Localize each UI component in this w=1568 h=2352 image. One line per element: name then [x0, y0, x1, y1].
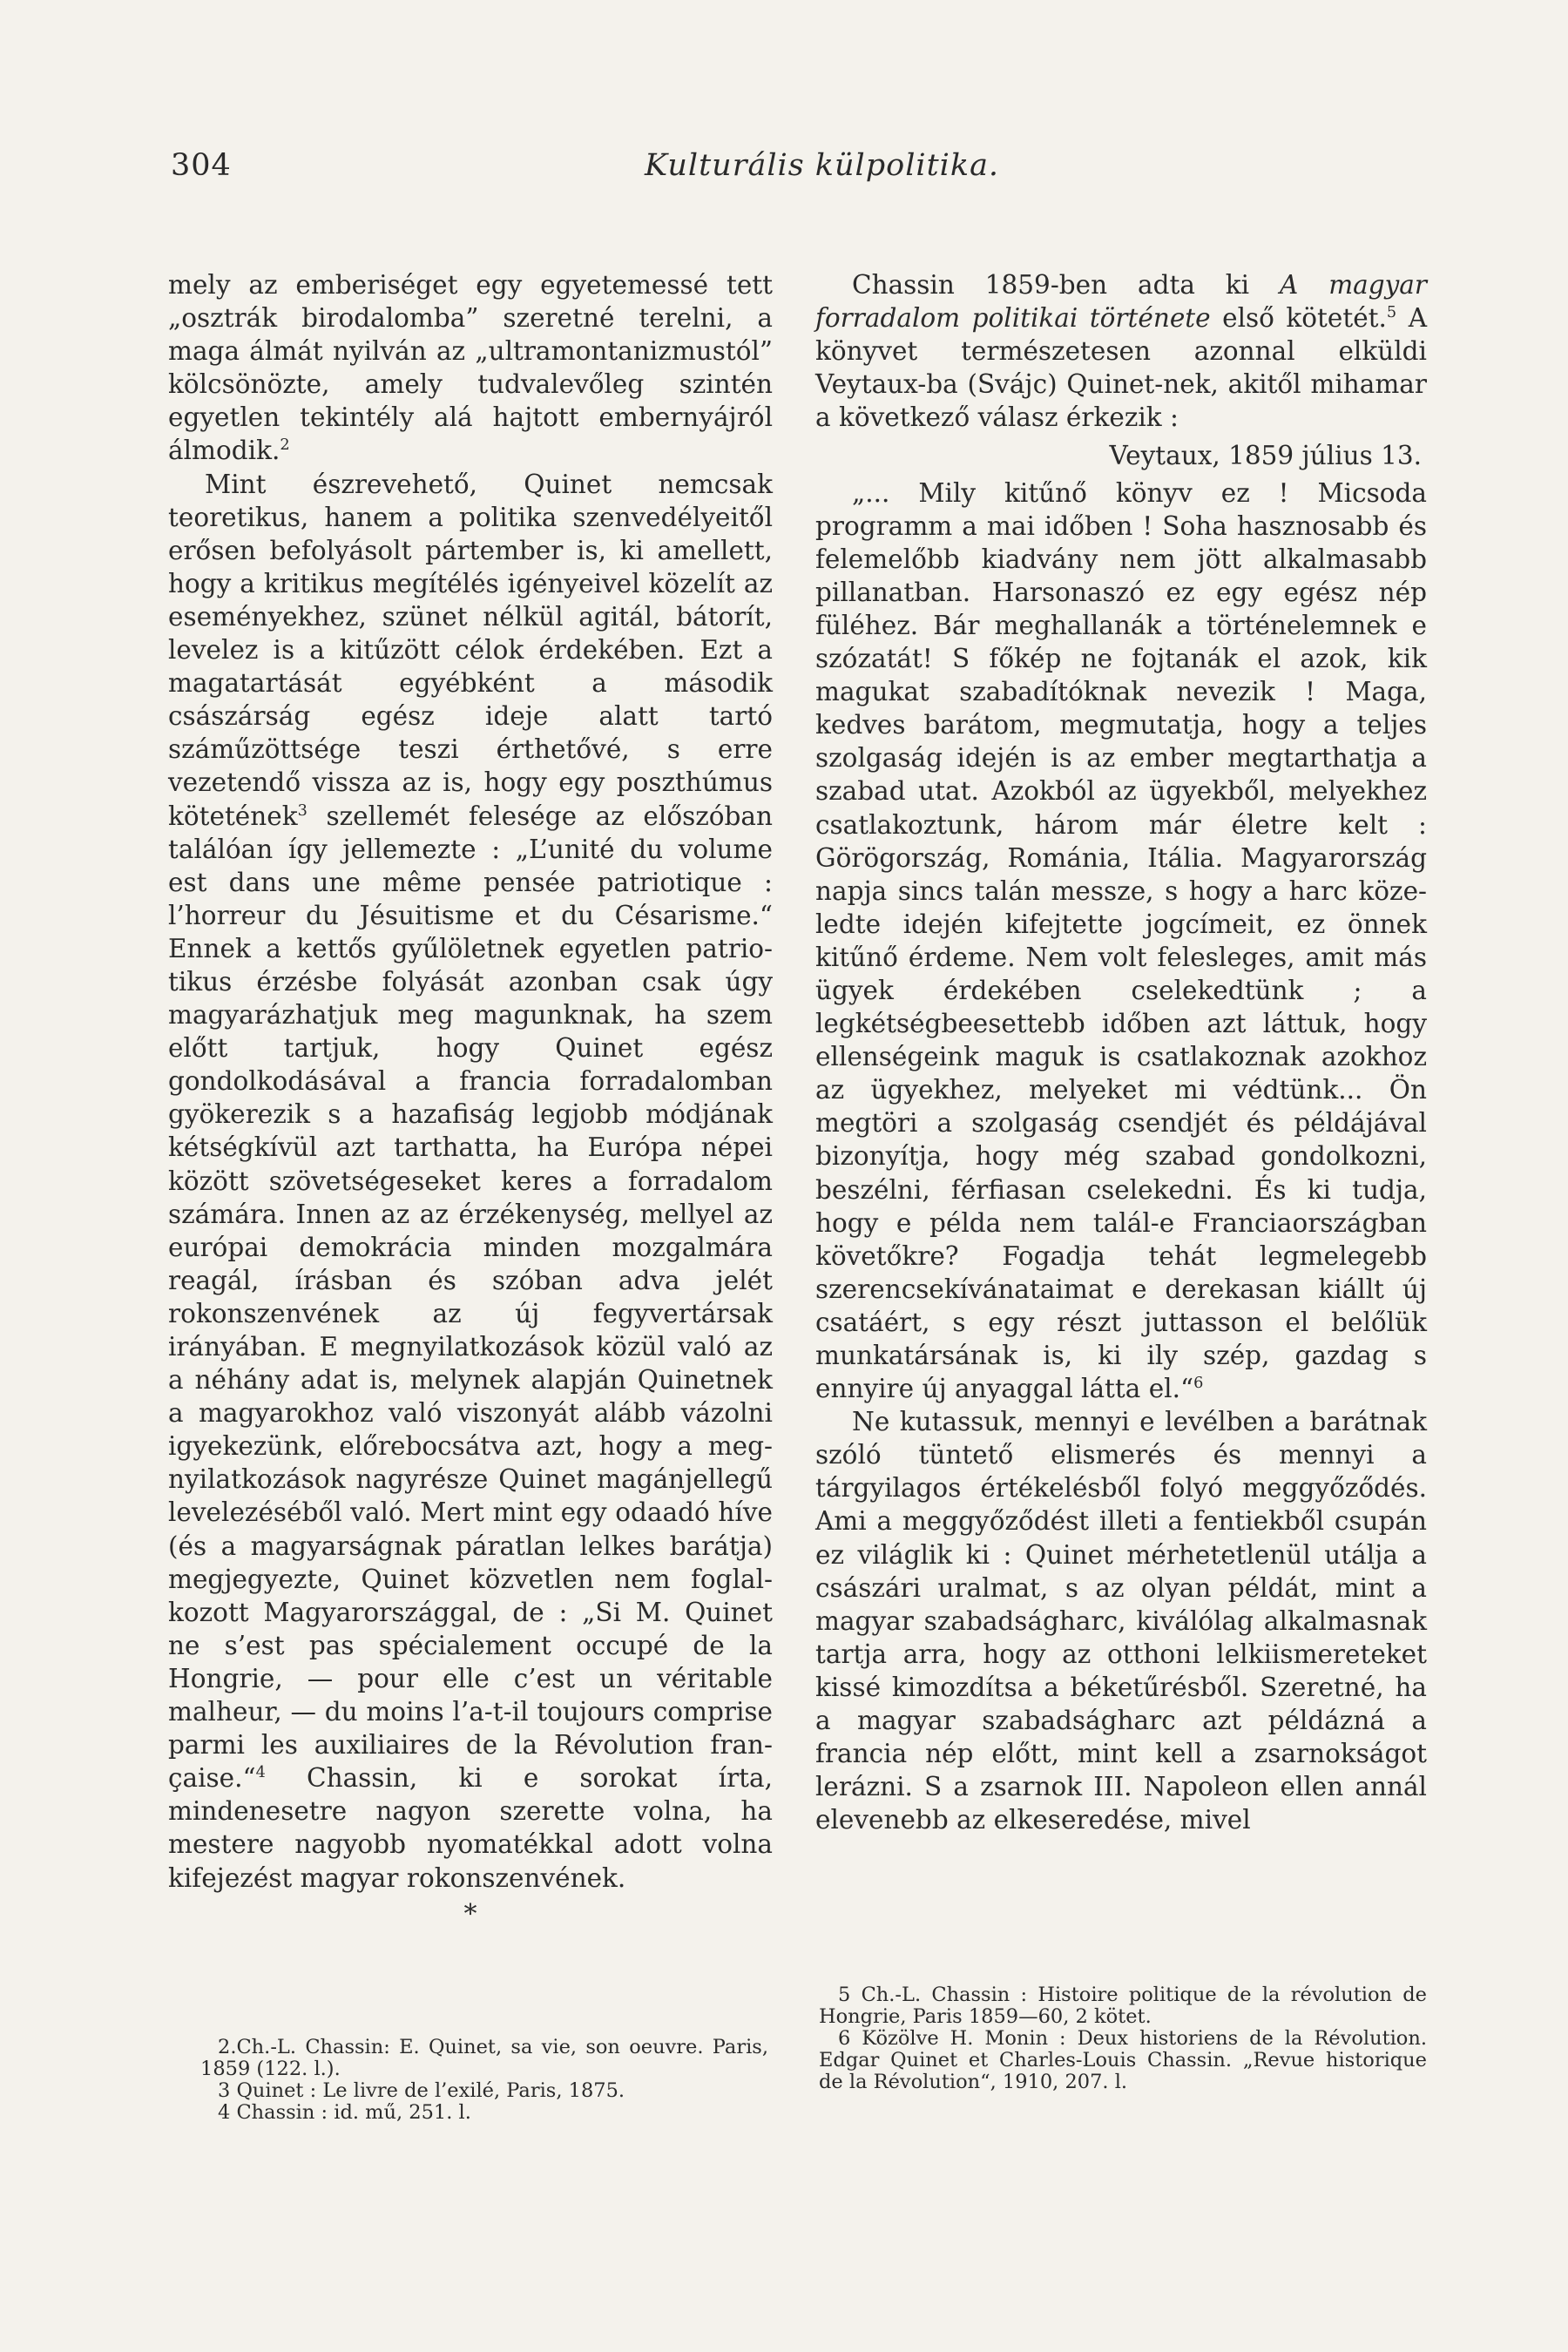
- left-column: [168, 268, 773, 1936]
- right-paragraph-1: [815, 268, 1427, 434]
- footnote-2: 2.Ch.-L. Chassin: E. Quinet, sa vie, son oeuvre. Paris, 1859 (122. l.).: [200, 2036, 768, 2080]
- page-header: [171, 148, 1406, 192]
- right-paragraph-1-text-a: Chassin 1859-ben adta ki: [852, 270, 1281, 300]
- left-paragraph-1: [168, 268, 773, 468]
- footnote-ref-5: 5: [1386, 304, 1397, 322]
- footnote-4: 4 Chassin : id. mű, 251. l.: [218, 2101, 471, 2124]
- left-paragraph-1-text: mely az emberiséget egy egyetemessé tett „osztrák birodalomba” szeretné terelni, a maga álmát nyilván az „ultramontanizmustól” kölcsönözte, amely tudvalevőleg szintén egyetlen tekintély alá hajtott embernyájról álmodik.: [168, 270, 773, 466]
- right-column: [815, 268, 1427, 1836]
- section-separator: *: [463, 1898, 477, 1930]
- left-paragraph-2: [168, 468, 773, 1895]
- left-paragraph-2-text-c: Chassin, ki e sorokat írta, mindenesetre nagyon szerette volna, ha mestere nagyobb nyomatékkal adott volna kifejezést magyar rokonszenvének.: [168, 1763, 773, 1893]
- footnote-5: 5 Ch.-L. Chassin : Histoire politique de la révolution de Hongrie, Paris 1859—60, 2 kötet.: [819, 1984, 1427, 2028]
- footnote-ref-3: 3: [297, 801, 308, 820]
- letter-body-text: „... Mily kitűnő könyv ez ! Micsoda programm a mai időben ! Soha hasznosabb és felemelőbb kiadvány nem jött alkalmasabb pillanatban. Harsonaszó ez egy egész nép füléhez. Bár meghallanák a történelemnek e szózatát! S főkép ne fojtanák el azok, kik magukat szabadítóknak nevezik ! Maga, kedves barátom, megmutatja, hogy a teljes szolgaság idején is az ember megtarthatja a szabad utat. Azokból az ügyekből, melyekhez csatlakoztunk, három már életre kelt : Görögország, Románia, Itália. Magyarország napja sincs talán messze, s hogy a harc közeledte idején kifejtette jogcímeit, ez önnek kitűnő érdeme. Nem volt felesleges, amit más ügyek érdekében cselekedtünk ; a legkétségbeesettebb időben azt láttuk, hogy ellenségeink maguk is csatlakoznak azokhoz az ügyekhez, melyeket mi védtünk... Ön megtöri a szolgaság csendjét és példájával bizonyítja, hogy még szabad gondolkozni, beszélni, férfiasan cselekedni. És ki tudja, hogy e példa nem talál-e Franciaországban követőkre? Fogadja tehát legmelegebb szerencsekívánataimat e derekasan kiállt új csatáért, s egy részt juttasson el belőlük munkatársának is, ki ily szép, gazdag s ennyire új anyaggal látta el.“: [815, 477, 1427, 1404]
- letter-body: [815, 476, 1427, 1406]
- right-paragraph-1-text-b: első kötetét.: [1210, 303, 1387, 334]
- right-paragraph-3: Ne kutassuk, mennyi e levélben a barátnak szóló tüntető elismerés és mennyi a tárgyilagos értékelésből folyó meggyőződés. Ami a meggyőződést illeti a fentiekből csupán ez világlik ki : Quinet mérhetetlenül utálja a császári uralmat, s az olyan példát, mint a magyar szabadságharc, kiválólag alkalmasnak tartja arra, hogy az otthoni lelkiismereteket kissé kimozdítsa a béketűrésből. Szeretné, ha a magyar szabadságharc azt példázná a francia nép előtt, mint kell a zsarnokságot lerázni. S a zsarnok III. Napoleon ellen annál elevenebb az elkeseredése, mivel: [815, 1407, 1427, 1835]
- footnote-3: 3 Quinet : Le livre de l’exilé, Paris, 1875.: [218, 2079, 625, 2102]
- footnote-ref-4: 4: [255, 1764, 266, 1782]
- page-number: 304: [171, 148, 232, 183]
- right-paragraph-1-text-c: A könyvet természetesen azonnal elküldi Veytaux-ba (Svájc) Quinet-nek, akitől mihamar a következő válasz érkezik :: [815, 303, 1427, 433]
- left-paragraph-2-text-a: Mint észrevehető, Quinet nemcsak teoretikus, hanem a politika szenvedélyeitől erősen befolyásolt pártember is, ki amellett, hogy a kritikus megítélés igényeivel közelít az eseményekhez, szünet nélkül agitál, bátorít, levelez is a kitűzött célok érdekében. Ezt a magatartását egyébként a második császárság egész ideje alatt tartó száműzöttsége teszi érthetővé, s erre vezetendő vissza az is, hogy egy poszthúmus kötetének: [168, 469, 773, 831]
- left-paragraph-2-text-b: szellemét felesége az előszóban találóan így jellemezte : „L’unité du volume est dans une même pensée patriotique : l’horreur du Jésuitisme et du Césarisme.“ Ennek a kettős gyűlöletnek egyetlen patriotikus érzésbe folyását azonban csak úgy magyarázhatjuk meg magunknak, ha szem előtt tartjuk, hogy Quinet egész gondolkodásával a francia forradalomban gyökerezik s a hazafiság legjobb módjának kétségkívül azt tarthatta, ha Európa népei között szövetségeseket keres a forradalom számára. Innen az az érzékenység, mellyel az európai demokrácia minden mozgalmára reagál, írásban és szóban adva jelét rokonszenvének az új fegyvertársak irányában. E megnyilatkozások közül való az a néhány adat is, melynek alapján Quinetnek a magyarokhoz való viszonyát alább vázolni igyekezünk, előrebocsátva azt, hogy a megnyilatkozások nagyrésze Quinet magánjellegű levelezéséből való. Mert mint egy odaadó híve (és a magyarságnak páratlan lelkes barátja) megjegyezte, Quinet közvetlen nem foglalkozott Magyarországgal, de : „Si M. Quinet ne s’est pas spécialement occupé de la Hongrie, — pour elle c’est un véritable malheur, — du moins l’a-t-il toujours comprise parmi les auxiliaires de la Révolution française.“: [168, 801, 773, 1794]
- footnote-ref-2: 2: [280, 436, 290, 455]
- footnote-6: 6 Közölve H. Monin : Deux historiens de la Révolution. Edgar Quinet et Charles-Louis Chassin. „Revue historique de la Révolution“, 1910, 207. l.: [819, 2027, 1427, 2093]
- running-title: Kulturális külpolitika.: [645, 148, 1000, 183]
- footnote-ref-6: 6: [1193, 1375, 1204, 1393]
- letter-date: Veytaux, 1859 július 13.: [1109, 441, 1422, 471]
- left-footnotes: [200, 2037, 768, 2124]
- right-footnotes: [819, 1984, 1427, 2093]
- book-title: A magyar forradalom politikai története: [815, 270, 1427, 334]
